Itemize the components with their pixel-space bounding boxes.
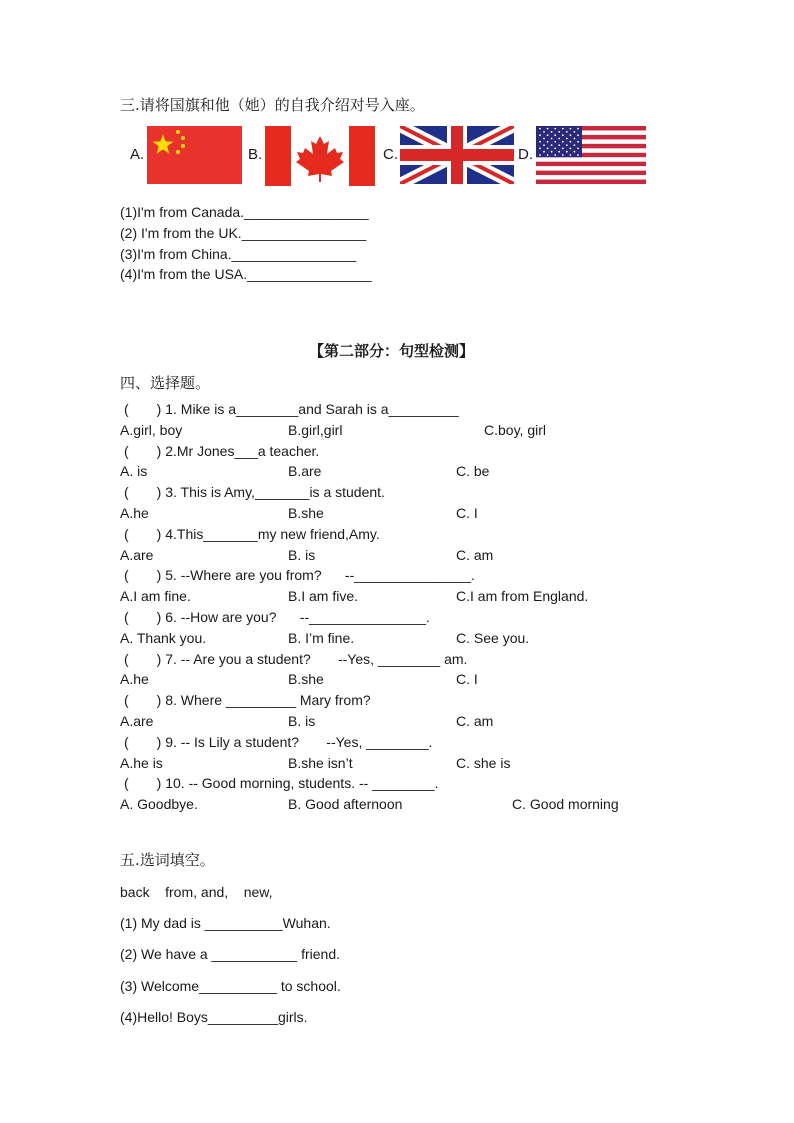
option-a: A. Goodbye.	[120, 796, 198, 813]
option-a: A.he	[120, 505, 149, 521]
uk-flag-icon	[400, 126, 514, 184]
option-b: B. is	[288, 546, 316, 563]
option-c: C. am	[456, 713, 494, 729]
option-c: C. See you.	[456, 629, 530, 646]
flag-letter-a: A.	[130, 146, 145, 163]
option-a: A.he	[120, 671, 149, 688]
question-stem: ( ) 9. -- Is Lily a student? --Yes, ________.	[124, 733, 433, 750]
question-stem: ( ) 6. --How are you? --_______________.	[124, 609, 430, 625]
canada-flag-icon	[265, 126, 375, 184]
section3-item-3: (3)I'm from China.________________	[120, 246, 357, 262]
option-b: B.are	[288, 463, 322, 480]
option-c: C.I am from England.	[456, 588, 589, 605]
option-c: C. am	[456, 546, 494, 563]
option-b: B. is	[288, 713, 316, 729]
option-c: C. Good morning	[512, 796, 619, 813]
question-stem: ( ) 2.Mr Jones___a teacher.	[124, 442, 320, 459]
section5-item-1: (1) My dad is __________Wuhan.	[120, 915, 331, 931]
option-a: A. Thank you.	[120, 629, 207, 646]
option-b: B.she isn’t	[288, 754, 353, 771]
option-a: A.are	[120, 546, 154, 563]
question-stem: ( ) 1. Mike is a________and Sarah is a_________	[124, 401, 459, 417]
question-stem: ( ) 4.This_______my new friend,Amy.	[124, 525, 380, 542]
option-a: A.are	[120, 713, 154, 729]
question-stem: ( ) 3. This is Amy,_______is a student.	[124, 484, 385, 501]
question-stem: ( ) 5. --Where are you from? --_______________.	[124, 567, 475, 584]
option-c: C.boy, girl	[484, 421, 546, 438]
option-c: C. she is	[456, 754, 511, 771]
flag-letter-b: B.	[248, 146, 263, 163]
section5-heading: 五.选词填空。	[120, 851, 215, 869]
option-a: A. is	[120, 463, 148, 480]
section3-item-4: (4)I'm from the USA.________________	[120, 266, 372, 282]
part2-title: 【第二部分：句型检测】	[309, 342, 475, 360]
option-b: B.girl,girl	[288, 421, 343, 438]
question-stem: ( ) 7. -- Are you a student? --Yes, ________ am.	[124, 650, 468, 667]
option-c: C. I	[456, 505, 478, 521]
option-c: C. I	[456, 671, 478, 688]
section3-item-1: (1)I'm from Canada.________________	[120, 204, 369, 220]
usa-flag-icon	[536, 126, 646, 184]
word-bank: back from, and, new,	[120, 884, 273, 900]
question-stem: ( ) 8. Where _________ Mary from?	[124, 692, 371, 709]
section5-item-2: (2) We have a ___________ friend.	[120, 946, 341, 962]
option-b: B.I am five.	[288, 588, 359, 605]
section5-item-3: (3) Welcome__________ to school.	[120, 978, 341, 994]
section4-heading: 四、选择题。	[120, 374, 211, 392]
option-b: B. I’m fine.	[288, 629, 355, 646]
flag-letter-c: C.	[383, 146, 398, 163]
option-b: B.she	[288, 505, 324, 521]
option-c: C. be	[456, 463, 490, 480]
section5-item-4: (4)Hello! Boys_________girls.	[120, 1009, 308, 1025]
option-a: A.he is	[120, 754, 163, 771]
option-a: A.I am fine.	[120, 588, 191, 605]
section3-item-2: (2) I'm from the UK.________________	[120, 225, 367, 241]
china-flag-icon	[147, 126, 242, 184]
option-b: B.she	[288, 671, 324, 688]
flag-letter-d: D.	[518, 146, 533, 163]
option-b: B. Good afternoon	[288, 796, 403, 813]
option-a: A.girl, boy	[120, 421, 183, 438]
question-stem: ( ) 10. -- Good morning, students. -- ________.	[124, 775, 439, 792]
section3-heading: 三.请将国旗和他（她）的自我介绍对号入座。	[120, 96, 425, 114]
